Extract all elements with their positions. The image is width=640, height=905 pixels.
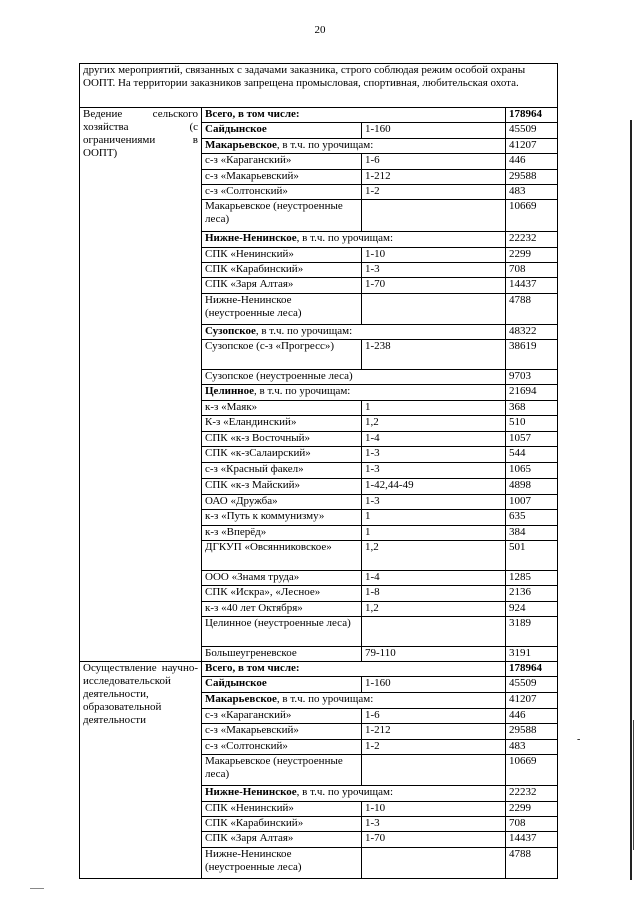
row-range: [362, 848, 506, 879]
row-name: СПК «Карабинский»: [202, 263, 362, 278]
row-name: к-з «40 лет Октября»: [202, 602, 362, 617]
row-name: СПК «к-зСалаирский»: [202, 447, 362, 463]
row-range: 79-110: [362, 647, 506, 662]
row-value: 483: [506, 740, 558, 755]
row-value: 544: [506, 447, 558, 463]
row-value: 1285: [506, 571, 558, 586]
group-suffix: , в т.ч. по урочищам:: [255, 325, 353, 337]
row-name: с-з «Караганский»: [202, 709, 362, 724]
row-name: с-з «Солтонский»: [202, 740, 362, 755]
row-name: к-з «Путь к коммунизму»: [202, 510, 362, 526]
row-range: 1-160: [362, 123, 506, 139]
row-range: 1: [362, 510, 506, 526]
row-value: 708: [506, 263, 558, 278]
intro-text: других мероприятий, связанных с задачами заказника, строго соблюдая режим особой охраны ООПТ. На территории заказников запрещена промысловая, спортивная, любительская охота.: [80, 64, 558, 108]
row-name: Макарьевское (неустроенные леса): [202, 755, 362, 786]
row-range: 1,2: [362, 541, 506, 571]
activity-cell: Осуществление научно-исследовательской деятельности, образовательной деятельности: [80, 662, 202, 879]
row-value: 446: [506, 709, 558, 724]
row-value: 41207: [506, 139, 558, 154]
row-range: 1-10: [362, 248, 506, 263]
group-name: Макарьевское: [205, 139, 277, 151]
row-value: 22232: [506, 786, 558, 802]
row-value: 368: [506, 401, 558, 416]
row-name: СПК «Карабинский»: [202, 817, 362, 832]
row-value: 384: [506, 526, 558, 541]
row-name: с-з «Макарьевский»: [202, 724, 362, 740]
page-number: 20: [314, 24, 326, 36]
row-name: к-з «Маяк»: [202, 401, 362, 416]
row-range: 1-6: [362, 709, 506, 724]
row-value: 4788: [506, 848, 558, 879]
row-value: 1057: [506, 432, 558, 447]
row-range: 1-4: [362, 571, 506, 586]
row-range: 1-3: [362, 447, 506, 463]
row-name: с-з «Макарьевский»: [202, 170, 362, 185]
row-range: 1,2: [362, 416, 506, 432]
row-name: Всего, в том числе:: [202, 662, 506, 677]
row-range: 1-3: [362, 263, 506, 278]
row-value: 1065: [506, 463, 558, 479]
stray-mark: -: [577, 734, 581, 745]
row-range: 1-212: [362, 170, 506, 185]
row-range: 1-3: [362, 463, 506, 479]
row-name: ОАО «Дружба»: [202, 495, 362, 510]
row-value: 22232: [506, 232, 558, 248]
row-range: [362, 200, 506, 232]
table-row: [80, 662, 558, 677]
intro-row: [80, 64, 558, 108]
row-name: Нижне-Ненинское (неустроенные леса): [202, 848, 362, 879]
row-range: 1-212: [362, 724, 506, 740]
row-name: [202, 232, 506, 248]
row-name: [202, 786, 506, 802]
scan-edge-line: [633, 720, 634, 850]
row-name: Целинное (неустроенные леса): [202, 617, 362, 647]
group-suffix: , в т.ч. по урочищам:: [276, 693, 374, 705]
row-value: 48322: [506, 325, 558, 340]
row-value: 483: [506, 185, 558, 200]
row-name: СПК «Ненинский»: [202, 248, 362, 263]
row-name: СПК «к-з Майский»: [202, 479, 362, 495]
row-value: 4898: [506, 479, 558, 495]
row-name: Нижне-Ненинское (неустроенные леса): [202, 294, 362, 325]
row-value: 29588: [506, 170, 558, 185]
row-range: 1-70: [362, 832, 506, 848]
row-range: 1-160: [362, 677, 506, 693]
group-name: Целинное: [205, 385, 255, 397]
row-name: с-з «Красный факел»: [202, 463, 362, 479]
row-value: 178964: [506, 662, 558, 677]
row-value: 2299: [506, 248, 558, 263]
row-name: Сайдынское: [202, 123, 362, 139]
row-name: [202, 385, 506, 401]
row-value: 1007: [506, 495, 558, 510]
row-range: 1-10: [362, 802, 506, 817]
row-name: СПК «Искра», «Лесное»: [202, 586, 362, 602]
row-range: 1: [362, 526, 506, 541]
group-suffix: , в т.ч. по урочищам:: [296, 232, 394, 244]
activity-cell: Ведение сельского хозяйства (с ограничениями в ООПТ): [80, 108, 202, 662]
row-value: 38619: [506, 340, 558, 370]
group-name: Макарьевское: [205, 693, 277, 705]
row-value: 3191: [506, 647, 558, 662]
row-name: Макарьевское (неустроенные леса): [202, 200, 362, 232]
scan-mark: [30, 888, 44, 889]
row-value: 446: [506, 154, 558, 170]
row-name: Сайдынское: [202, 677, 362, 693]
row-value: 2299: [506, 802, 558, 817]
row-value: 14437: [506, 832, 558, 848]
row-name: СПК «Заря Алтая»: [202, 278, 362, 294]
row-name: Сузопское (неустроенные леса): [202, 370, 506, 385]
row-range: [362, 755, 506, 786]
row-value: 21694: [506, 385, 558, 401]
row-name: СПК «Ненинский»: [202, 802, 362, 817]
group-name: Нижне-Ненинское: [205, 786, 297, 798]
group-name: Сузопское: [205, 325, 256, 337]
row-value: 510: [506, 416, 558, 432]
row-name: с-з «Караганский»: [202, 154, 362, 170]
row-range: 1-2: [362, 740, 506, 755]
row-range: 1-42,44-49: [362, 479, 506, 495]
row-value: 3189: [506, 617, 558, 647]
row-name: СПК «Заря Алтая»: [202, 832, 362, 848]
row-name: [202, 325, 506, 340]
row-value: 14437: [506, 278, 558, 294]
group-name: Нижне-Ненинское: [205, 232, 297, 244]
row-name: с-з «Солтонский»: [202, 185, 362, 200]
row-value: 45509: [506, 677, 558, 693]
row-range: [362, 294, 506, 325]
document-table: [79, 63, 558, 879]
row-range: 1-2: [362, 185, 506, 200]
row-name: ООО «Знамя труда»: [202, 571, 362, 586]
row-value: 29588: [506, 724, 558, 740]
group-suffix: , в т.ч. по урочищам:: [296, 786, 394, 798]
row-range: 1-3: [362, 495, 506, 510]
row-value: 2136: [506, 586, 558, 602]
scan-edge-line: [630, 120, 632, 880]
row-value: 708: [506, 817, 558, 832]
group-suffix: , в т.ч. по урочищам:: [276, 139, 374, 151]
row-name: к-з «Вперёд»: [202, 526, 362, 541]
row-range: [362, 617, 506, 647]
row-name: Большеугреневское: [202, 647, 362, 662]
row-name: Всего, в том числе:: [202, 108, 506, 123]
document-table-body: [80, 64, 558, 879]
row-value: 10669: [506, 200, 558, 232]
row-value: 4788: [506, 294, 558, 325]
row-range: 1,2: [362, 602, 506, 617]
row-value: 178964: [506, 108, 558, 123]
row-range: 1-3: [362, 817, 506, 832]
row-range: 1-6: [362, 154, 506, 170]
row-value: 924: [506, 602, 558, 617]
row-value: 45509: [506, 123, 558, 139]
row-value: 41207: [506, 693, 558, 709]
row-name: Сузопское (с-з «Прогресс»): [202, 340, 362, 370]
row-range: 1-4: [362, 432, 506, 447]
row-name: [202, 139, 506, 154]
row-name: СПК «к-з Восточный»: [202, 432, 362, 447]
row-value: 635: [506, 510, 558, 526]
row-value: 10669: [506, 755, 558, 786]
row-name: [202, 693, 506, 709]
row-range: 1: [362, 401, 506, 416]
table-row: [80, 108, 558, 123]
row-range: 1-238: [362, 340, 506, 370]
row-name: ДГКУП «Овсянниковское»: [202, 541, 362, 571]
row-name: К-з «Еландинский»: [202, 416, 362, 432]
row-value: 501: [506, 541, 558, 571]
group-suffix: , в т.ч. по урочищам:: [254, 385, 351, 397]
row-value: 9703: [506, 370, 558, 385]
row-range: 1-8: [362, 586, 506, 602]
row-range: 1-70: [362, 278, 506, 294]
